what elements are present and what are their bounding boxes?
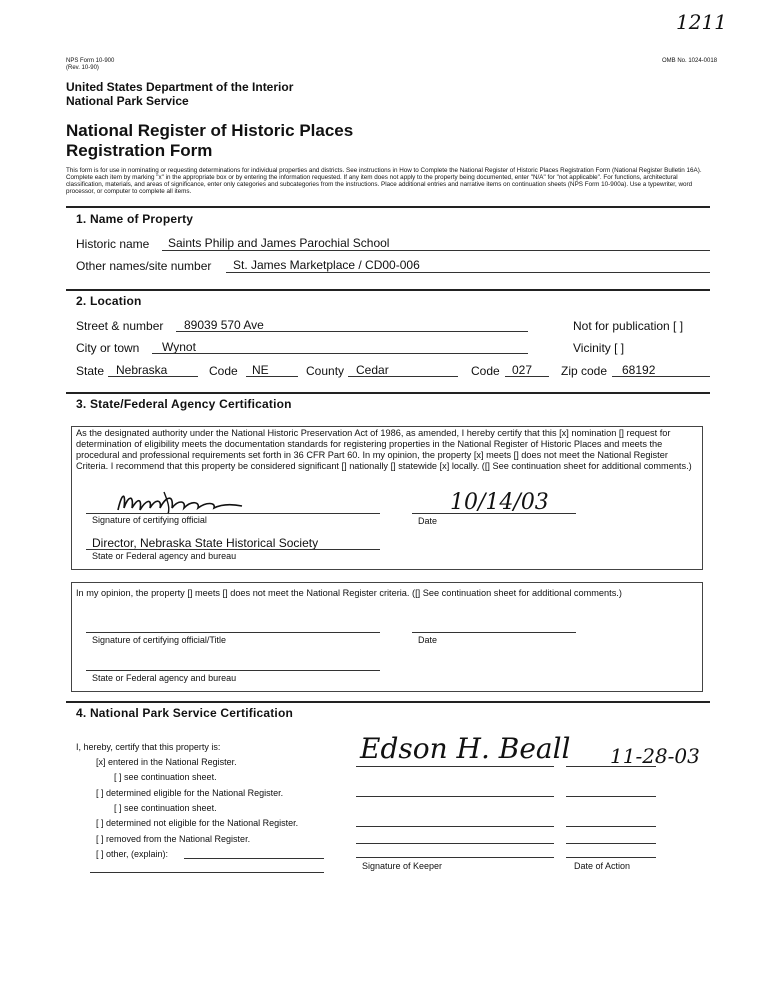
section1-heading: 1. Name of Property <box>76 212 194 226</box>
date2-label: Date <box>418 635 438 645</box>
form-title-line1: National Register of Historic Places <box>66 121 354 140</box>
nps-item-not-eligible: [ ] determined not eligible for the National Register. <box>96 818 299 828</box>
other-names-label: Other names/site number <box>76 259 212 273</box>
other-names-value: St. James Marketplace / CD00-006 <box>233 258 420 272</box>
keeper-signature: Edson H. Beall <box>360 732 571 765</box>
nps-item-continuation-2: [ ] see continuation sheet. <box>114 803 217 813</box>
agency2-label: State or Federal agency and bureau <box>92 673 237 683</box>
stamp-number: 1211 <box>676 10 727 34</box>
county-code-line <box>505 376 549 377</box>
state-code-label: Code <box>209 364 238 378</box>
other-explain-line <box>184 858 324 859</box>
action-line-4 <box>566 843 656 844</box>
historic-name-label: Historic name <box>76 237 150 251</box>
street-label: Street & number <box>76 319 164 333</box>
cert-date-value: 10/14/03 <box>450 490 549 515</box>
section4-rule <box>66 701 710 703</box>
date2-line <box>412 632 576 633</box>
form-id-line1: NPS Form 10-900 <box>66 58 115 64</box>
city-value: Wynot <box>162 340 196 354</box>
sig2-label: Signature of certifying official/Title <box>92 635 227 645</box>
keeper-line-2 <box>356 796 554 797</box>
street-value: 89039 570 Ave <box>184 318 264 332</box>
cert-date-label: Date <box>418 516 438 526</box>
state-value: Nebraska <box>116 363 168 377</box>
section2-heading: 2. Location <box>76 294 142 308</box>
agency2-line <box>86 670 380 671</box>
state-code-line <box>246 376 298 377</box>
zip-line <box>612 376 710 377</box>
county-code-value: 027 <box>512 363 533 377</box>
action-label: Date of Action <box>574 861 631 871</box>
official-signature-line <box>86 513 380 514</box>
nps-item-entered: [x] entered in the National Register. <box>96 757 237 767</box>
city-label: City or town <box>76 341 140 355</box>
agency-label: State or Federal agency and bureau <box>92 551 237 561</box>
form-id-line2: (Rev. 10-90) <box>66 65 99 71</box>
keeper-line-3 <box>356 826 554 827</box>
county-value: Cedar <box>356 363 389 377</box>
action-line-2 <box>566 796 656 797</box>
action-line-5 <box>566 857 656 858</box>
state-code-value: NE <box>252 363 269 377</box>
not-for-publication: Not for publication [ ] <box>573 319 684 333</box>
nps-item-continuation-1: [ ] see continuation sheet. <box>114 772 217 782</box>
historic-name-value: Saints Philip and James Parochial School <box>168 236 390 250</box>
cert-date-line <box>412 513 576 514</box>
omb-number: OMB No. 1024-0018 <box>662 58 718 64</box>
action-line-3 <box>566 826 656 827</box>
historic-name-line <box>162 250 710 251</box>
keeper-label: Signature of Keeper <box>362 861 443 871</box>
other-names-line <box>226 272 710 273</box>
nps-item-removed: [ ] removed from the National Register. <box>96 834 251 844</box>
section3-rule <box>66 392 710 394</box>
nps-cert-lead: I, hereby, certify that this property is: <box>76 742 221 752</box>
nps-item-other: [ ] other, (explain): <box>96 849 169 859</box>
zip-value: 68192 <box>622 363 656 377</box>
county-code-label: Code <box>471 364 500 378</box>
certification-paragraph: As the designated authority under the National Historic Preservation Act of 1986, as amended, I hereby certify that this [x] nomination [] request for determination of eligibility meets the documentation standards for registering properties in the National Register of Historic Places and meets the procedural and professional requirements set forth in 36 CFR Part 60. In my opinion, the property [x] meets [] does not meet the National Register Criteria. I recommend that this property be considered significant [] nationally [] statewide [x] locally. ([] See continuation sheet for additional comments.) <box>76 428 692 471</box>
opinion-paragraph: In my opinion, the property [] meets [] does not meet the National Register criteria. ([] See continuation sheet for additional comments.) <box>76 588 622 598</box>
form-title-line2: Registration Form <box>66 141 213 160</box>
agency-line <box>86 549 380 550</box>
agency-value: Director, Nebraska State Historical Society <box>92 536 319 550</box>
zip-label: Zip code <box>561 364 608 378</box>
section2-rule <box>66 289 710 291</box>
action-line-1 <box>566 766 656 767</box>
agency-line1: United States Department of the Interior <box>66 80 294 94</box>
street-line <box>176 331 528 332</box>
section3-heading: 3. State/Federal Agency Certification <box>76 397 292 411</box>
section4-heading: 4. National Park Service Certification <box>76 706 294 720</box>
keeper-line-4 <box>356 843 554 844</box>
keeper-line-1 <box>356 766 554 767</box>
city-line <box>152 353 528 354</box>
county-label: County <box>306 364 345 378</box>
state-label: State <box>76 364 105 378</box>
vicinity: Vicinity [ ] <box>573 341 625 355</box>
county-line <box>348 376 458 377</box>
keeper-date: 11-28-03 <box>610 744 700 768</box>
intro-instructions: This form is for use in nominating or requesting determinations for individual properties and districts. See instructions in How to Complete the National Register of Historic Places Registration Form (National Register Bulletin 16A). Complete each item by marking "x" in the appropriate box or by entering the information requested. If any item does not apply to the property being documented, enter "N/A" for "not applicable". For functions, architectural classification, materials, and areas of significance, enter only categories and subcategories from the instructions. Place additional entries and narrative items on continuation sheets (NPS Form 10-900a). Use a typewriter, word processor, or computer to complete all items. <box>66 167 702 195</box>
nps-item-eligible: [ ] determined eligible for the National Register. <box>96 788 284 798</box>
section1-rule <box>66 206 710 208</box>
official-signature-label: Signature of certifying official <box>92 515 207 525</box>
sig2-line <box>86 632 380 633</box>
keeper-line-5 <box>356 857 554 858</box>
other-explain-line-2 <box>90 872 324 873</box>
agency-line2: National Park Service <box>66 94 189 108</box>
state-line <box>108 376 198 377</box>
